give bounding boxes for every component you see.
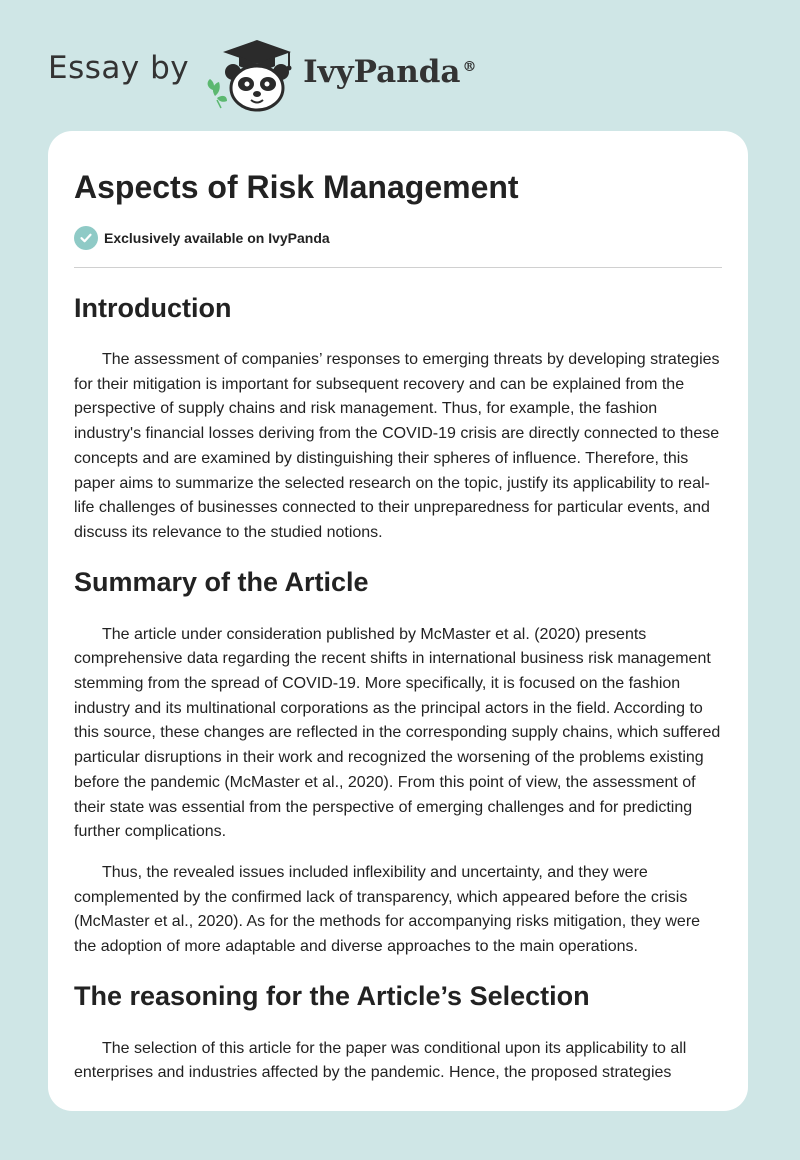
title-divider — [74, 267, 722, 268]
section-summary — [74, 565, 722, 960]
page-title: Aspects of Risk Management — [74, 169, 519, 205]
registered-mark: ® — [462, 58, 477, 75]
section-reasoning — [74, 979, 722, 1086]
section-heading: Introduction — [74, 293, 232, 323]
brand-prefix: Essay by — [48, 50, 190, 86]
section-heading: Summary of the Article — [74, 566, 369, 597]
panda-logo-icon[interactable] — [205, 34, 297, 114]
check-icon — [74, 226, 98, 250]
paragraph: The selection of this article for the paper was conditional upon its applicability to all enterprises and industries affected by the pandemic. Hence, the proposed strategies — [74, 1039, 687, 1082]
section-introduction — [74, 291, 722, 546]
paragraph: The article under consideration published by McMaster et al. (2020) presents comprehensive data regarding the recent shifts in international business risk management stemming from the spread of COVID-19. More specifically, it is focused on the fashion industry and its multinational corporations as the principal actors in the field. According to this source, these changes are reflected in the corresponding supply chains, which suffered particular disruptions in their work and recognized the worsening of the problems existing before the pandemic (McMaster et al., 2020). From this point of view, the assessment of their state was essential from the perspective of emerging challenges and for predicting further complications. — [74, 625, 721, 841]
exclusive-badge — [74, 225, 722, 251]
paragraph: The assessment of companies’ responses to emerging threats by developing strategies for their mitigation is important for subsequent recovery and can be explained from the perspective of supply chains and risk management. Thus, for example, the fashion industry's financial losses deriving from the COVID-19 crisis are directly connected to these concepts and are examined by distinguishing their spheres of influence. Therefore, this paper aims to summarize the selected research on the topic, justify its applicability to real-life challenges of businesses connected to their unpreparedness for particular events, and discuss its relevance to the studied notions. — [74, 351, 720, 541]
paragraph: Thus, the revealed issues included inflexibility and uncertainty, and they were complemented by the confirmed lack of transparency, which appeared before the crisis (McMaster et al., 2020). As for the methods for accompanying risks mitigation, they were the adoption of more adaptable and diverse approaches to the main operations. — [74, 863, 701, 956]
section-heading: The reasoning for the Article’s Selection — [74, 980, 590, 1011]
brand-name-text: IvyPanda — [303, 54, 461, 90]
site-header — [48, 34, 477, 114]
brand-name[interactable] — [303, 54, 476, 90]
badge-label: Exclusively available on IvyPanda — [104, 230, 330, 246]
leaf-icon — [208, 79, 227, 108]
essay-card — [48, 131, 748, 1111]
